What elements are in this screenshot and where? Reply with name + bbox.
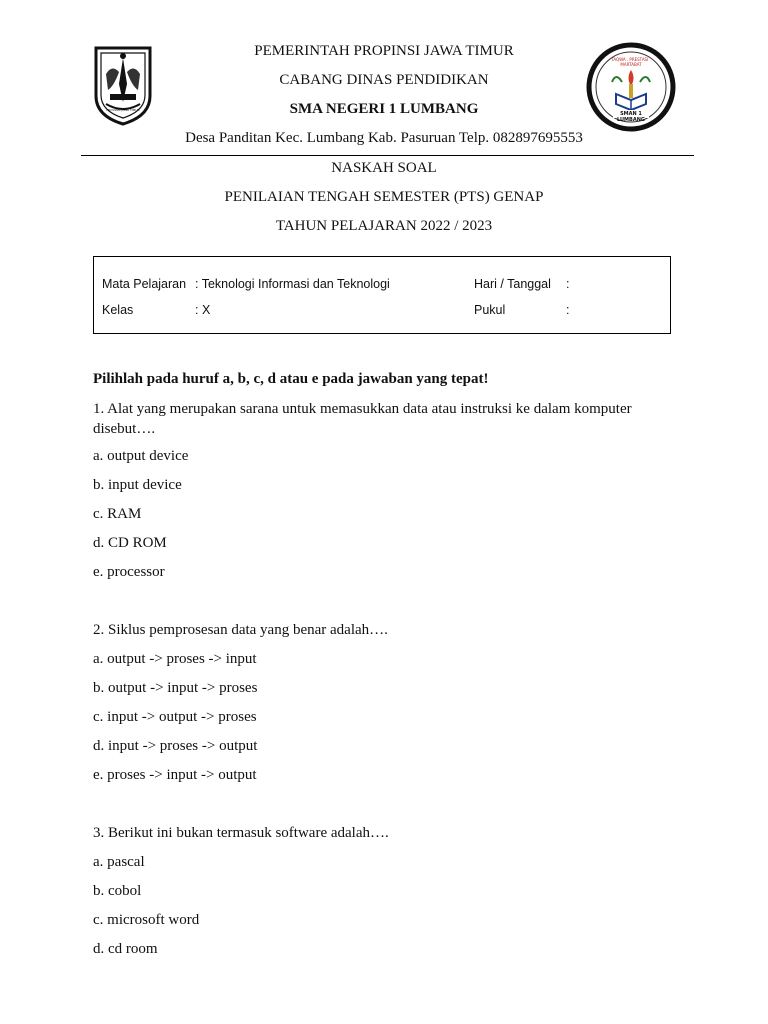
question-2: 2. Siklus pemprosesan data yang benar adalah…. — [93, 622, 388, 638]
option-3b: b. cobol — [93, 883, 142, 899]
time-value: : — [566, 303, 570, 317]
option-2a: a. output -> proses -> input — [93, 651, 257, 667]
question-3: 3. Berikut ini bukan termasuk software adalah…. — [93, 825, 389, 841]
option-1d: d. CD ROM — [93, 535, 167, 551]
day-value: : — [566, 277, 570, 291]
option-2c: c. input -> output -> proses — [93, 709, 257, 725]
option-1e: e. processor — [93, 564, 165, 580]
gov-header: PEMERINTAH PROPINSI JAWA TIMUR — [254, 43, 514, 59]
option-1c: c. RAM — [93, 506, 142, 522]
class-value: : X — [195, 303, 211, 317]
doc-title: NASKAH SOAL — [331, 160, 437, 176]
option-2e: e. proses -> input -> output — [93, 767, 257, 783]
class-label: Kelas — [102, 303, 134, 317]
header-divider — [81, 155, 694, 156]
school-year: TAHUN PELAJARAN 2022 / 2023 — [275, 218, 493, 234]
option-3a: a. pascal — [93, 854, 145, 870]
school-name: SMA NEGERI 1 LUMBANG — [289, 101, 479, 117]
time-label: Pukul — [474, 303, 506, 317]
question-1: 1. Alat yang merupakan sarana untuk memasukkan data atau instruksi ke dalam komputer disebut…. — [93, 401, 632, 437]
exam-title: PENILAIAN TENGAH SEMESTER (PTS) GENAP — [224, 189, 544, 205]
option-2d: d. input -> proses -> output — [93, 738, 258, 754]
dept-header: CABANG DINAS PENDIDIKAN — [279, 72, 489, 88]
instruction: Pilihlah pada huruf a, b, c, d atau e pada jawaban yang tepat! — [93, 371, 489, 387]
option-3c: c. microsoft word — [93, 912, 200, 928]
exam-info-box — [93, 256, 671, 334]
option-1a: a. output device — [93, 448, 189, 464]
day-label: Hari / Tanggal — [474, 277, 551, 291]
option-3d: d. cd room — [93, 941, 158, 957]
left-logo-text: PROVINSI JAWA TIMUR — [106, 108, 140, 112]
school-address: Desa Panditan Kec. Lumbang Kab. Pasuruan Telp. 082897695553 — [185, 130, 583, 146]
logo-motto: TAQWA . PRESTASI . MARTABAT — [611, 57, 651, 67]
subject-label: Mata Pelajaran — [102, 277, 187, 291]
option-2b: b. output -> input -> proses — [93, 680, 258, 696]
option-1b: b. input device — [93, 477, 182, 493]
logo-school-name: SMAN 1 LUMBANG — [616, 111, 645, 123]
subject-value: : Teknologi Informasi dan Teknologi — [195, 277, 390, 291]
